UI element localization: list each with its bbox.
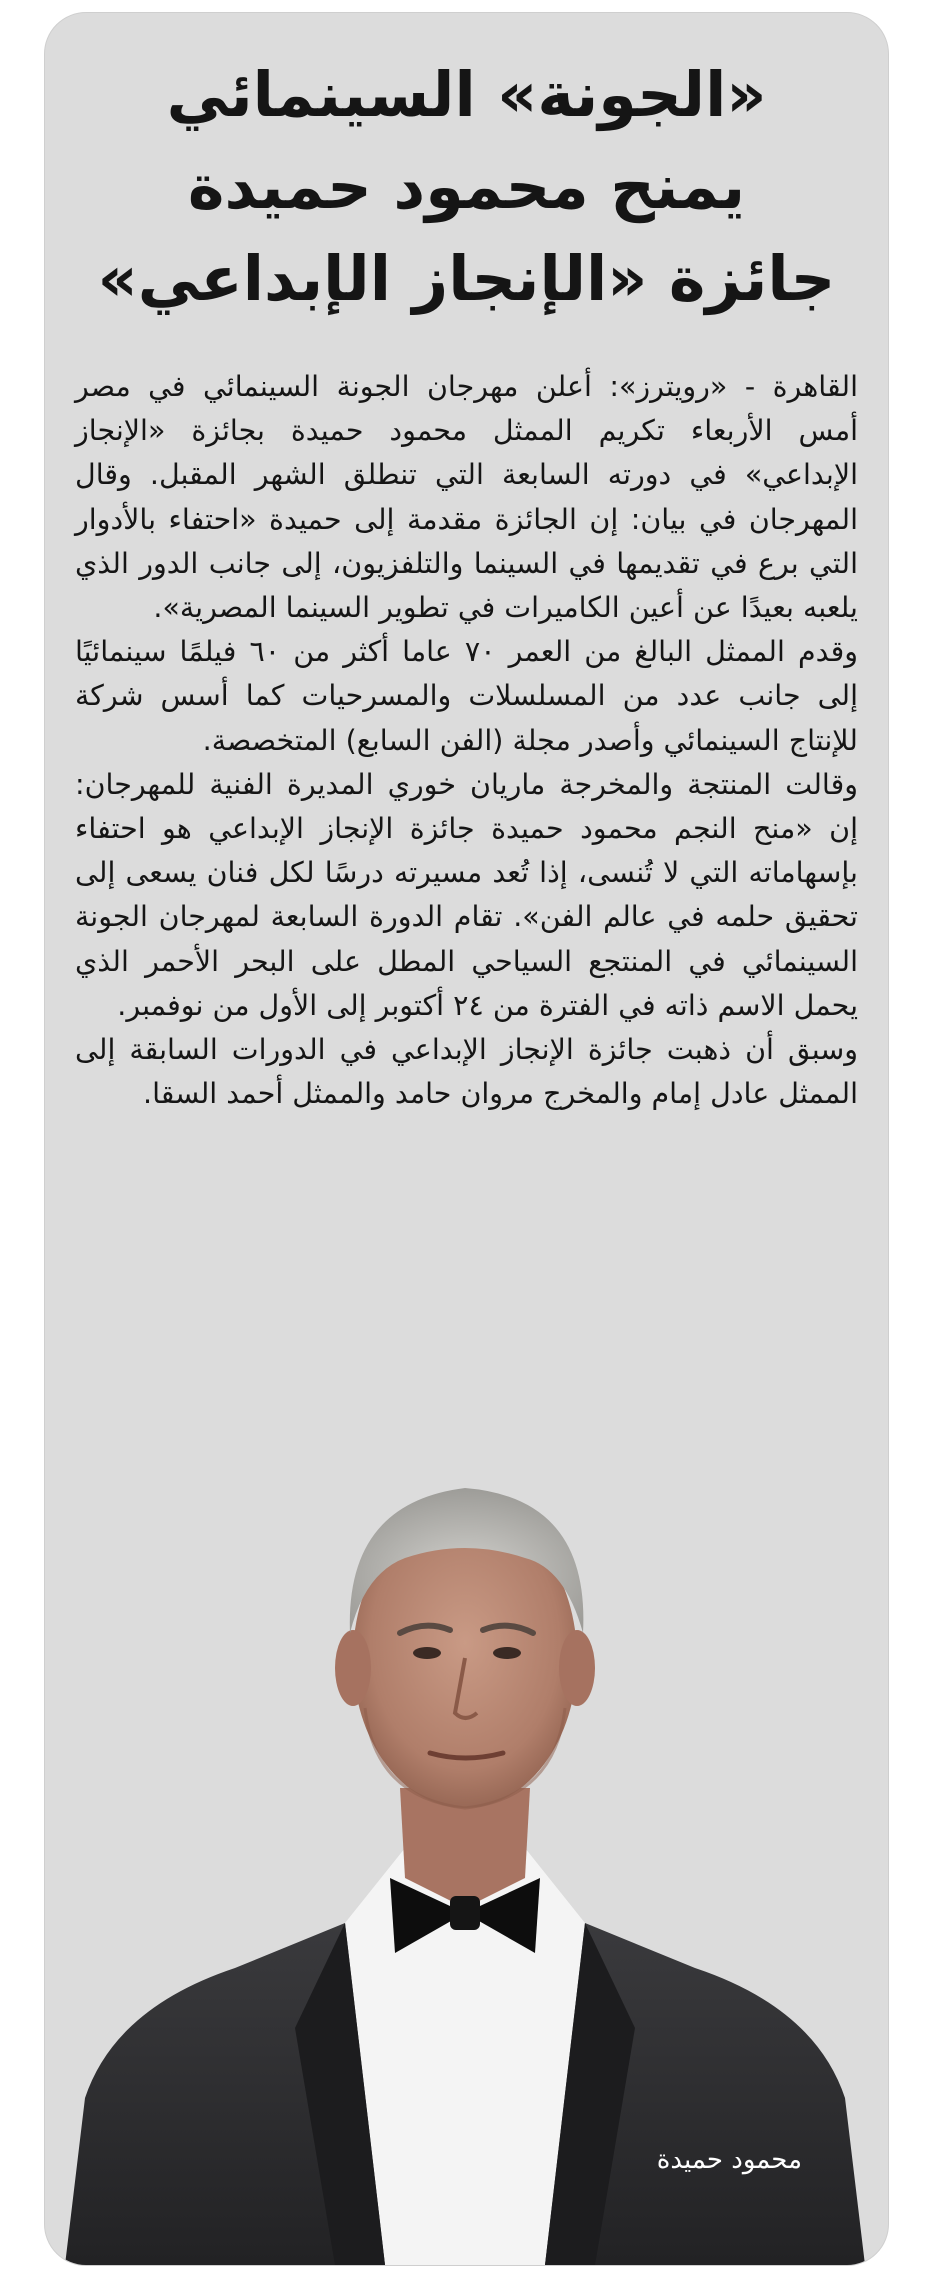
headline-line-3: جائزة «الإنجاز الإبداعي» (97, 242, 836, 315)
right-ear (559, 1630, 595, 1706)
photo-caption: محمود حميدة (656, 2145, 802, 2175)
headline-line-2: يمنح محمود حميدة (187, 150, 746, 223)
article-card (44, 12, 889, 2266)
headline-line-1: «الجونة» السينمائي (166, 58, 767, 131)
article-headline (85, 49, 848, 325)
article-paragraph: وقدم الممثل البالغ من العمر ٧٠ عاما أكثر من ٦٠ فيلمًا سينمائيًا إلى جانب عدد من المسلسلات والمسرحيات كما أسس شركة للإنتاج السينمائي وأصدر مجلة (الفن السابع) المتخصصة. (75, 635, 858, 757)
portrait-illustration (45, 1408, 888, 2265)
portrait-photo (45, 1408, 888, 2265)
article-paragraph: وقالت المنتجة والمخرجة ماريان خوري المديرة الفنية للمهرجان: إن «منح النجم محمود حميدة جائزة الإنجاز الإبداعي هو احتفاء بإسهاماته التي لا تُنسى، إذا تُعد مسيرته درسًا لكل فنان يسعى إلى تحقيق حلمه في عالم الفن». تقام الدورة السابعة لمهرجان الجونة السينمائي في المنتجع السياحي المطل على البحر الأحمر الذي يحمل الاسم ذاته في الفترة من ٢٤ أكتوبر إلى الأول من نوفمبر. (75, 767, 858, 1022)
article-paragraph: القاهرة - «رويترز»: أعلن مهرجان الجونة السينمائي في مصر أمس الأربعاء تكريم الممثل محمود حميدة بجائزة «الإنجاز الإبداعي» في دورته السابعة التي تنطلق الشهر المقبل. وقال المهرجان في بيان: إن الجائزة مقدمة إلى حميدة «احتفاء بالأدوار التي برع في تقديمها في السينما والتلفزيون، إلى جانب الدور الذي يلعبه بعيدًا عن أعين الكاميرات في تطوير السينما المصرية». (75, 370, 858, 625)
left-ear (335, 1630, 371, 1706)
article-paragraph: وسبق أن ذهبت جائزة الإنجاز الإبداعي في الدورات السابقة إلى الممثل عادل إمام والمخرج مروان حامد والممثل أحمد السقا. (75, 1033, 858, 1111)
article-body (75, 365, 858, 1116)
